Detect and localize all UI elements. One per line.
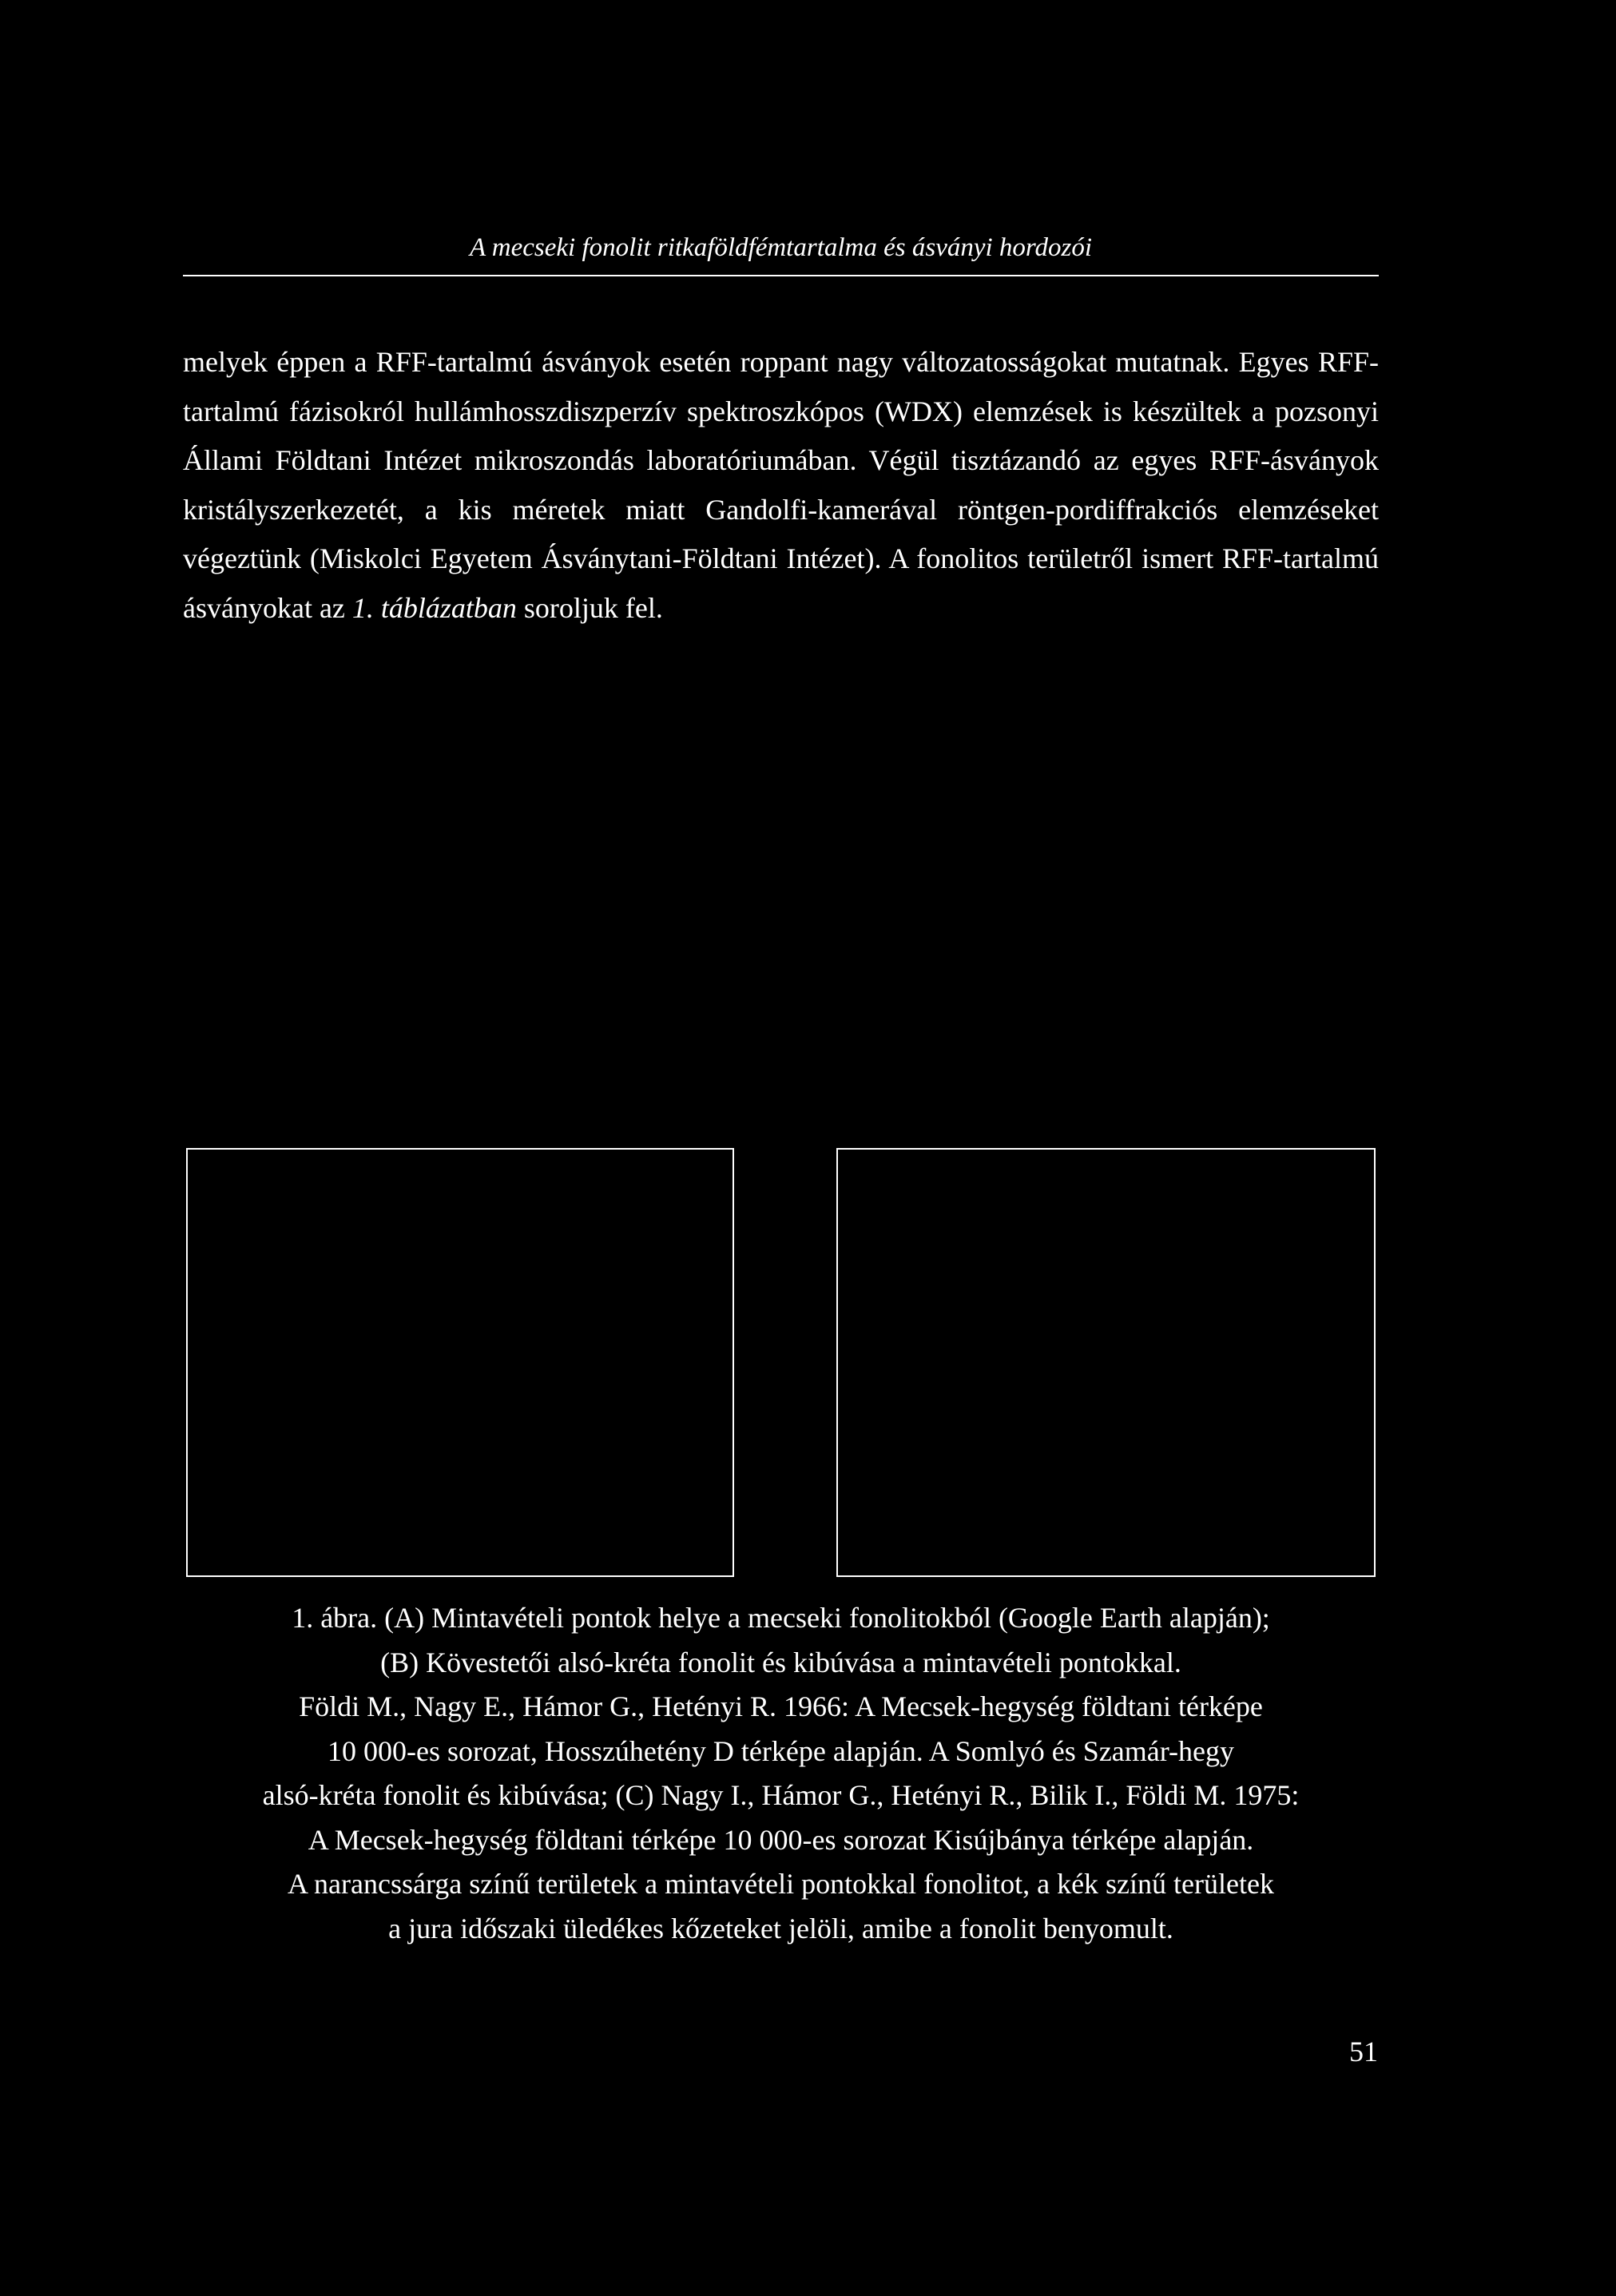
paragraph-text-start: melyek éppen a RFF-tartalmú ásványok esetén roppant nagy változatosságokat mutatnak. Egyes RFF-tartalmú fázisokról hullámhosszdiszperzív spektroszkópos (WDX) elemzések is készültek a pozsonyi Állami Földtani Intézet mikroszondás laboratóriumában. Végül tisztázandó az egyes RFF-ásványok kristályszerkezetét, a kis méretek miatt Gandolfi-kamerával röntgen-pordiffrakciós elemzéseket végeztünk (Miskolci Egyetem Ásványtani-Földtani Intézet). A fonolitos területről ismert RFF-tartalmú ásványokat az <box>183 346 1379 624</box>
caption-line: (B) Kövestetői alsó-kréta fonolit és kibúvása a mintavételi pontokkal. <box>380 1646 1181 1678</box>
paragraph-text-end: soroljuk fel. <box>516 591 663 624</box>
page-number: 51 <box>1349 2036 1378 2068</box>
caption-line: Földi M., Nagy E., Hámor G., Hetényi R. 1966: A Mecsek-hegység földtani térképe <box>299 1690 1263 1722</box>
caption-line: alsó-kréta fonolit és kibúvása; (C) Nagy I., Hámor G., Hetényi R., Bilik I., Földi M. 1975: <box>262 1779 1300 1811</box>
table-reference: 1. táblázatban <box>351 591 517 624</box>
header-rule <box>183 275 1379 276</box>
figure-panel-a <box>186 1148 734 1577</box>
body-paragraph <box>183 338 1379 633</box>
caption-line: 1. ábra. (A) Mintavételi pontok helye a mecseki fonolitokból (Google Earth alapján); <box>292 1602 1270 1634</box>
caption-line: 10 000-es sorozat, Hosszúhetény D térképe alapján. A Somlyó és Szamár-hegy <box>328 1734 1234 1767</box>
caption-line: a jura időszaki üledékes kőzeteket jelöli, amibe a fonolit benyomult. <box>388 1912 1173 1944</box>
figure-panel-b <box>836 1148 1376 1577</box>
figure-caption <box>183 1596 1379 1951</box>
caption-line: A narancssárga színű területek a mintavételi pontokkal fonolitot, a kék színű területek <box>288 1868 1274 1900</box>
paragraph <box>183 338 1379 633</box>
caption-line: A Mecsek-hegység földtani térképe 10 000-es sorozat Kisújbánya térképe alapján. <box>308 1823 1254 1856</box>
running-header: A mecseki fonolit ritkaföldfémtartalma és ásványi hordozói <box>469 233 1093 262</box>
